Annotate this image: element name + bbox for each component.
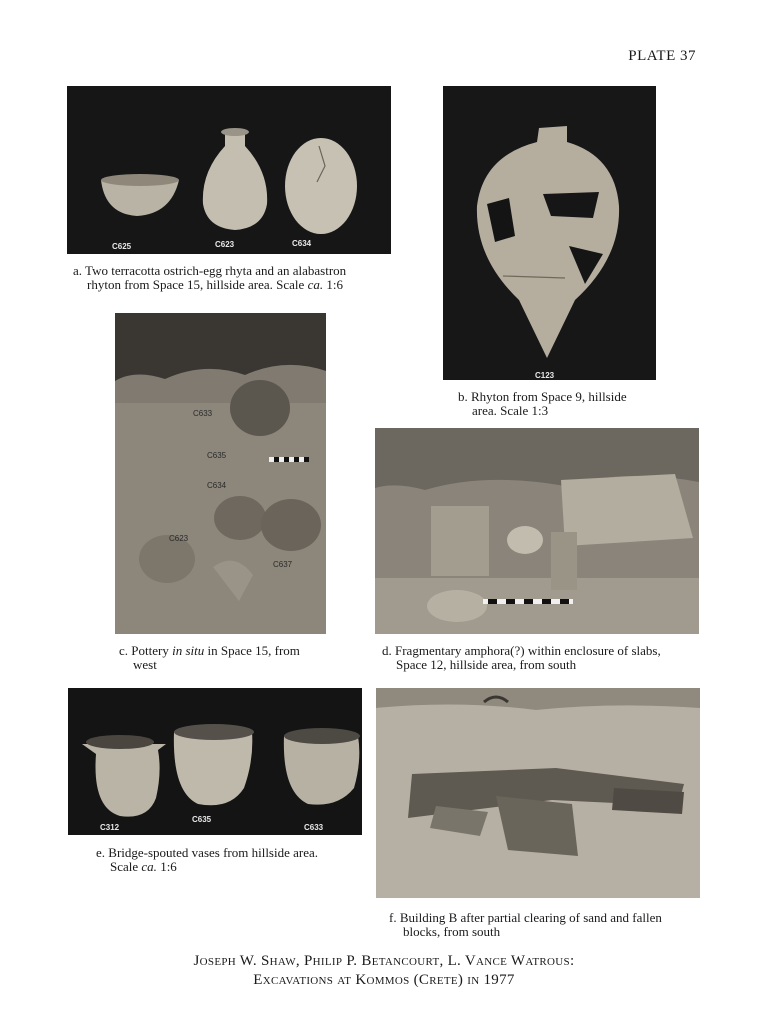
label-c623: C623 (169, 534, 189, 543)
caption-c-line2: west (133, 657, 157, 672)
label-c633: C633 (193, 409, 213, 418)
caption-a (73, 264, 346, 292)
photo-a-vessels (67, 86, 391, 254)
footer-authors: Joseph W. Shaw, Philip P. Betancourt, L. Vance Watrous: (193, 953, 575, 969)
label-c123: C123 (535, 371, 555, 380)
label-c635: C635 (207, 451, 227, 460)
label-c634: C634 (207, 481, 227, 490)
caption-b (458, 390, 627, 418)
label-c633: C633 (304, 823, 324, 832)
label-c623: C623 (215, 240, 235, 249)
footer (0, 952, 768, 990)
caption-b-line2: area. Scale 1:3 (472, 403, 549, 418)
caption-e-line1: e. Bridge-spouted vases from hillside area. (96, 845, 319, 860)
caption-e (96, 846, 318, 874)
caption-d-line1: d. Fragmentary amphora(?) within enclosure of slabs, (382, 643, 661, 658)
caption-a-line1: a. Two terracotta ostrich-egg rhyta and an alabastron (73, 263, 347, 278)
footer-title: Excavations at Kommos (Crete) in 1977 (253, 972, 515, 988)
caption-c-line1: c. Pottery in situ in Space 15, from (119, 643, 300, 658)
photo-c-excavation (115, 313, 326, 634)
photo-f-building-b (376, 688, 700, 898)
caption-d (382, 644, 661, 672)
caption-d-line2: Space 12, hillside area, from south (396, 657, 577, 672)
caption-c (119, 644, 300, 672)
photo-b-rhyton (443, 86, 656, 380)
label-c625: C625 (112, 242, 132, 251)
label-c637: C637 (273, 560, 293, 569)
label-c635: C635 (192, 815, 212, 824)
plate-title: PLATE 37 (628, 48, 696, 64)
label-c634: C634 (292, 239, 312, 248)
label-c312: C312 (100, 823, 120, 832)
caption-b-line1: b. Rhyton from Space 9, hillside (458, 389, 627, 404)
caption-f (389, 911, 662, 939)
caption-f-line1: f. Building B after partial clearing of sand and fallen (389, 910, 662, 925)
caption-a-line2: rhyton from Space 15, hillside area. Scale ca. 1:6 (87, 277, 343, 292)
photo-e-vases (68, 688, 362, 835)
photo-d-enclosure (375, 428, 699, 634)
caption-f-line2: blocks, from south (403, 924, 501, 939)
caption-e-line2: Scale ca. 1:6 (110, 859, 177, 874)
